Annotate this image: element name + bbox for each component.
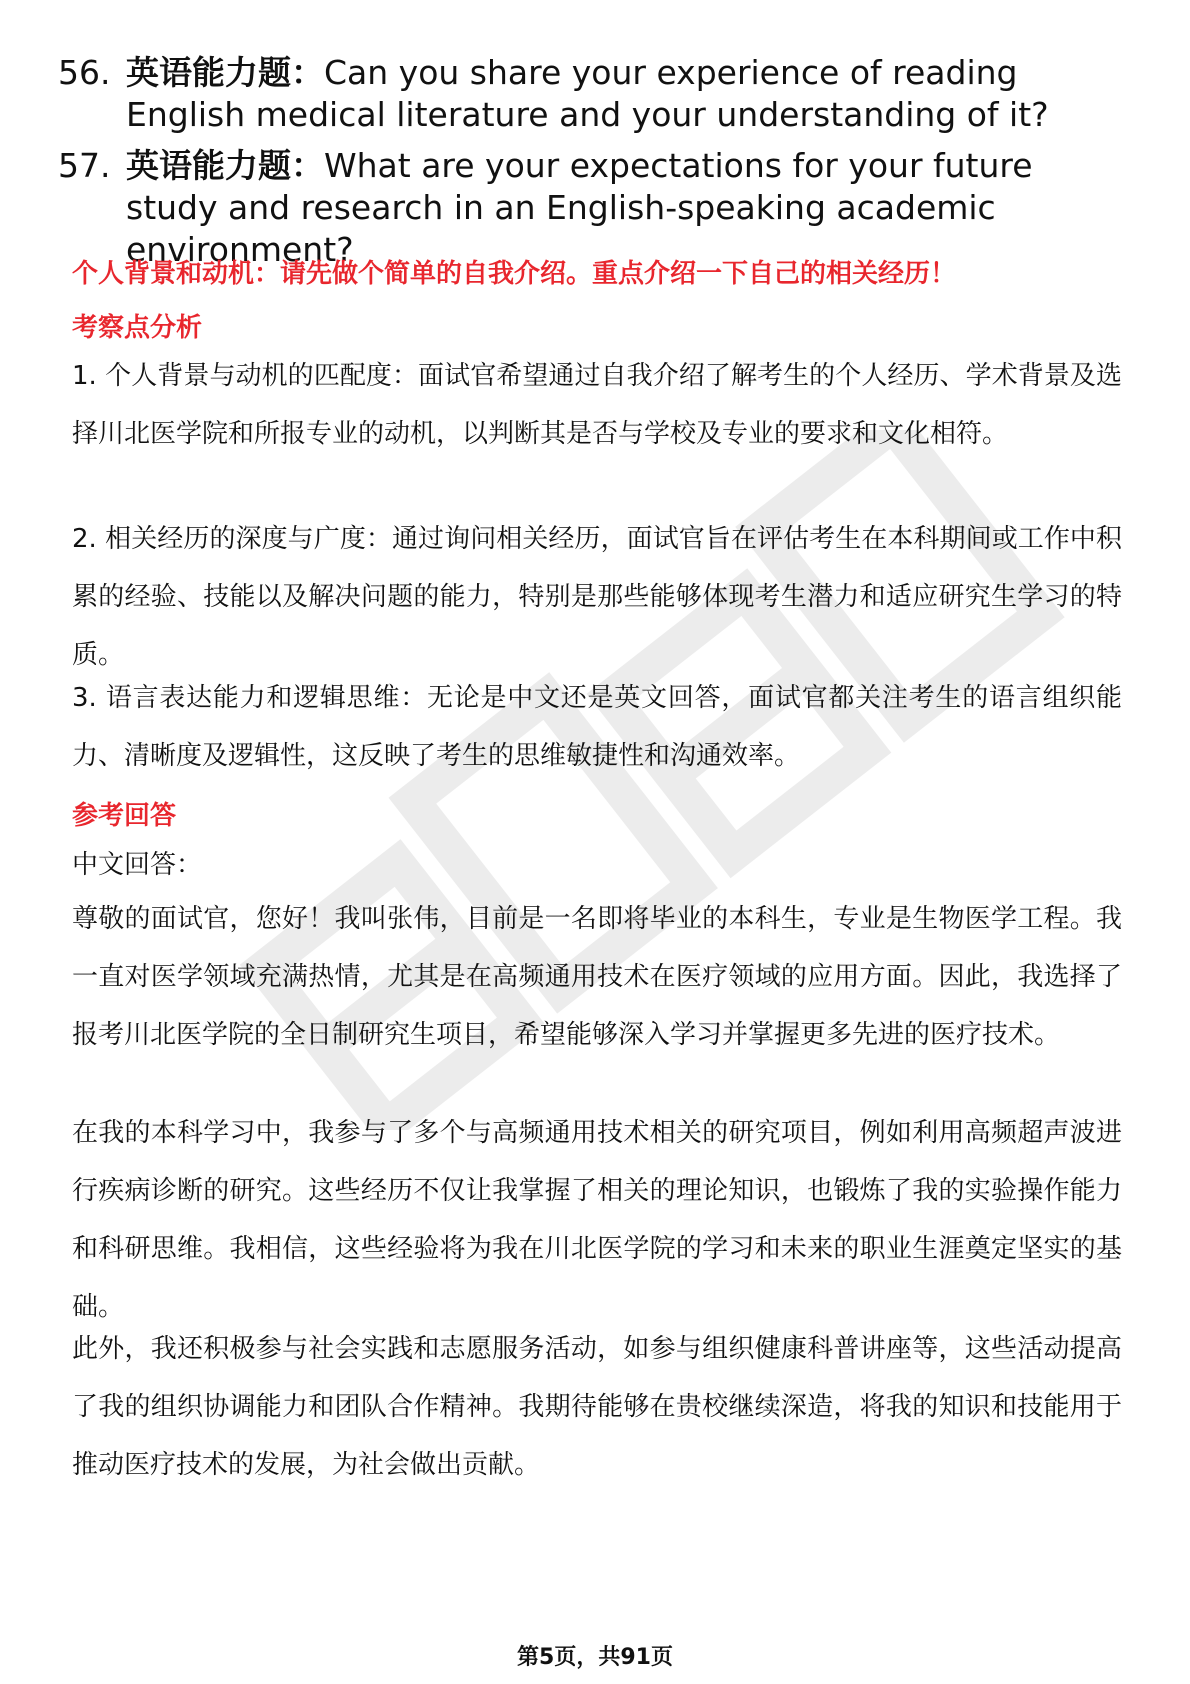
answer-subheading: 中文回答： — [72, 850, 203, 880]
question-text: Can you share your experience of reading English medical literature and your understanding of it? — [126, 53, 1049, 134]
answer-paragraph-3: 此外，我还积极参与社会实践和志愿服务活动，如参与组织健康科普讲座等，这些活动提高了我的组织协调能力和团队合作精神。我期待能够在贵校继续深造，将我的知识和技能用于推动医疗技术的发展，为社会做出贡献。 — [72, 1334, 1122, 1480]
question-56 — [58, 52, 1128, 136]
analysis-point-3: 3. 语言表达能力和逻辑思维：无论是中文还是英文回答，面试官都关注考生的语言组织能力、清晰度及逻辑性，这反映了考生的思维敏捷性和沟通效率。 — [72, 683, 1122, 771]
section-title: 个人背景和动机：请先做个简单的自我介绍。重点介绍一下自己的相关经历！ — [72, 259, 957, 289]
answer-paragraph-1: 尊敬的面试官，您好！我叫张伟，目前是一名即将毕业的本科生，专业是生物医学工程。我一直对医学领域充满热情，尤其是在高频通用技术在医疗领域的应用方面。因此，我选择了报考川北医学院的全日制研究生项目，希望能够深入学习并掌握更多先进的医疗技术。 — [72, 904, 1122, 1050]
question-number: 56. — [58, 53, 111, 92]
question-label: 英语能力题： — [126, 53, 324, 92]
page-footer: 第5页，共91页 — [517, 1645, 673, 1670]
question-text: What are your expectations for your future study and research in an English-speaking academic environment? — [126, 146, 1033, 269]
question-label: 英语能力题： — [126, 146, 324, 185]
question-57 — [58, 145, 1128, 271]
answer-paragraph-2: 在我的本科学习中，我参与了多个与高频通用技术相关的研究项目，例如利用高频超声波进行疾病诊断的研究。这些经历不仅让我掌握了相关的理论知识，也锻炼了我的实验操作能力和科研思维。我相信，这些经验将为我在川北医学院的学习和未来的职业生涯奠定坚实的基础。 — [72, 1118, 1122, 1322]
analysis-heading: 考察点分析 — [72, 313, 203, 343]
answer-heading: 参考回答 — [72, 801, 177, 831]
analysis-point-1: 1. 个人背景与动机的匹配度：面试官希望通过自我介绍了解考生的个人经历、学术背景及选择川北医学院和所报专业的动机，以判断其是否与学校及专业的要求和文化相符。 — [72, 361, 1122, 449]
question-number: 57. — [58, 146, 111, 185]
analysis-point-2: 2. 相关经历的深度与广度：通过询问相关经历，面试官旨在评估考生在本科期间或工作中积累的经验、技能以及解决问题的能力，特别是那些能够体现考生潜力和适应研究生学习的特质。 — [72, 524, 1122, 670]
